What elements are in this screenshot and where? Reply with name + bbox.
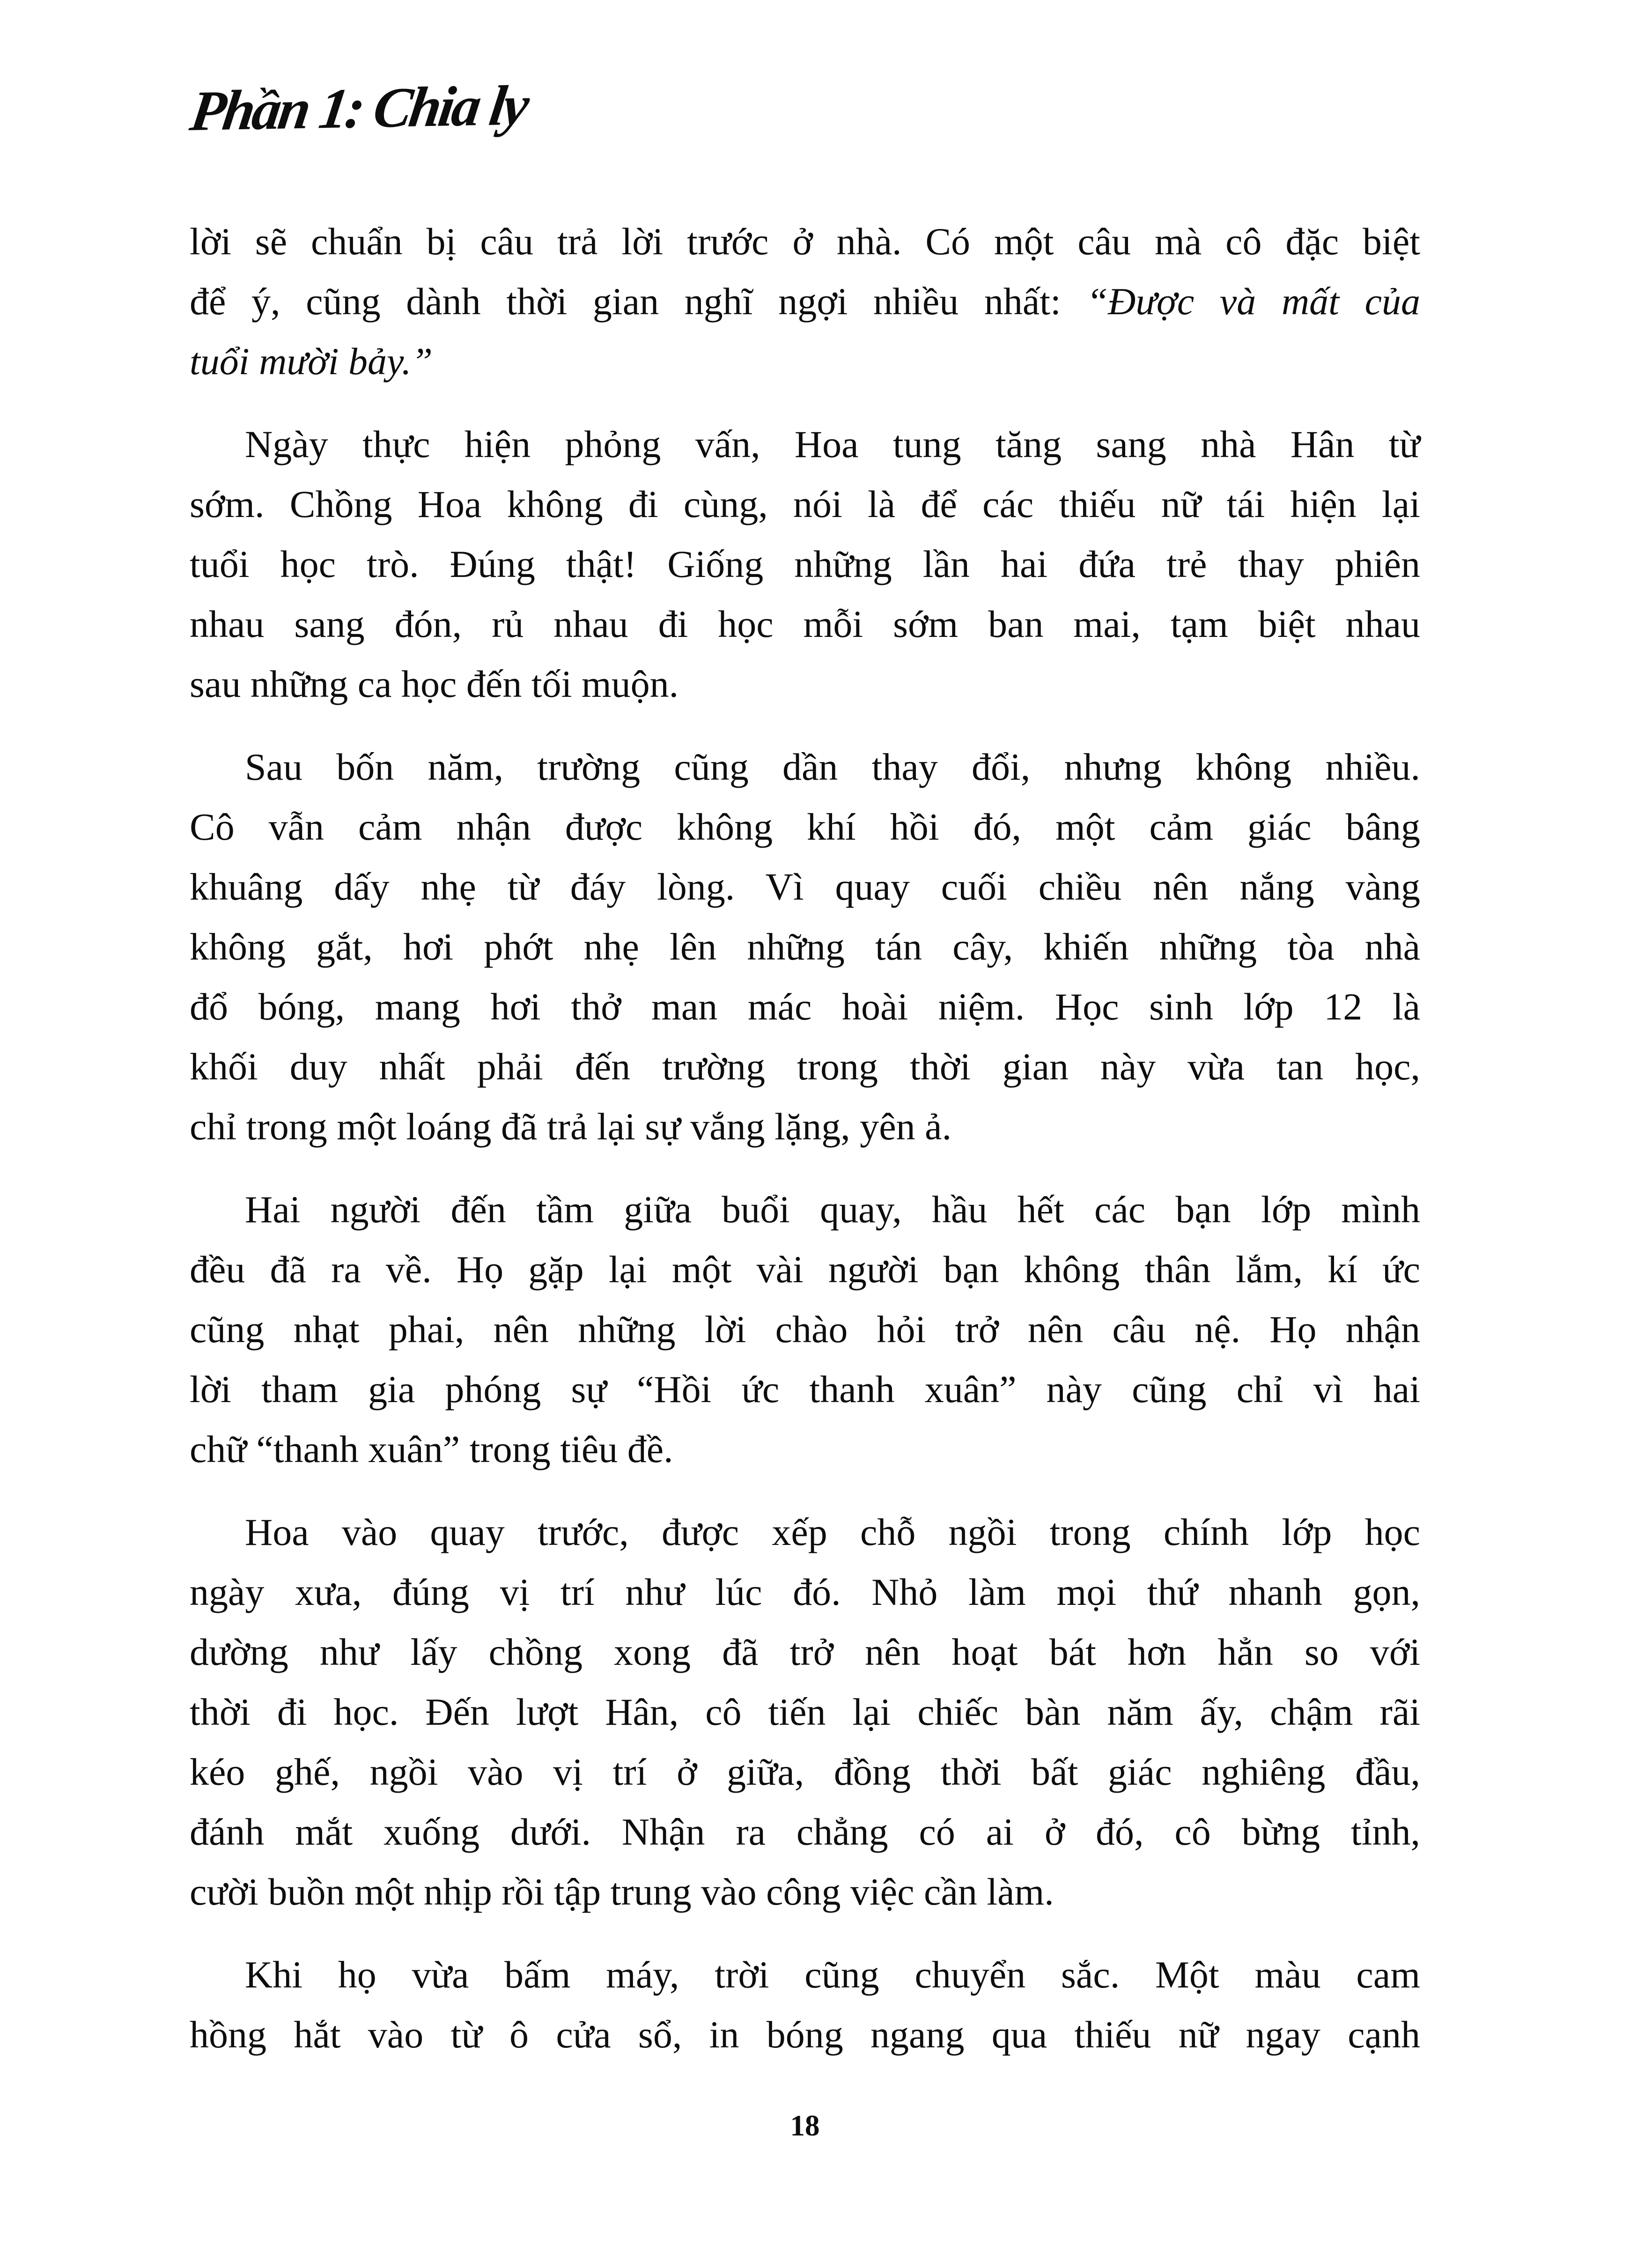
text-segment: thời đi học. Đến lượt Hân, cô tiến lại chiếc bàn năm ấy, chậm rãi (190, 1691, 1420, 1733)
text-line (190, 1180, 1420, 1240)
text-segment: đánh mắt xuống dưới. Nhận ra chẳng có ai ở đó, cô bừng tỉnh, (190, 1810, 1420, 1853)
text-segment: nhau sang đón, rủ nhau đi học mỗi sớm ban mai, tạm biệt nhau (190, 603, 1420, 645)
text-segment: đều đã ra về. Họ gặp lại một vài người bạn không thân lắm, kí ức (190, 1248, 1420, 1291)
text-segment: hồng hắt vào từ ô cửa sổ, in bóng ngang qua thiếu nữ ngay cạnh (190, 2013, 1420, 2056)
text-line (190, 1622, 1420, 1682)
text-line (190, 332, 1420, 392)
text-line (190, 1037, 1420, 1097)
text-segment: Hai người đến tầm giữa buổi quay, hầu hết các bạn lớp mình (245, 1188, 1420, 1231)
paragraph (190, 414, 1420, 714)
text-segment: Ngày thực hiện phỏng vấn, Hoa tung tăng sang nhà Hân từ (245, 423, 1420, 465)
italic-text-segment: “Được và mất của (1086, 280, 1421, 323)
text-segment: kéo ghế, ngồi vào vị trí ở giữa, đồng thời bất giác nghiêng đầu, (190, 1751, 1420, 1793)
text-line (190, 534, 1420, 594)
text-segment: cười buồn một nhịp rồi tập trung vào công việc cần làm. (190, 1870, 1054, 1913)
italic-text-segment: tuổi mười bảy.” (190, 340, 433, 383)
text-line (190, 1862, 1420, 1922)
text-segment: lời sẽ chuẩn bị câu trả lời trước ở nhà. Có một câu mà cô đặc biệt (190, 220, 1420, 263)
text-line (190, 272, 1420, 332)
text-segment: không gắt, hơi phớt nhẹ lên những tán cây, khiến những tòa nhà (190, 925, 1420, 968)
text-segment: khuâng dấy nhẹ từ đáy lòng. Vì quay cuối chiều nên nắng vàng (190, 865, 1420, 908)
text-line (190, 1945, 1420, 2005)
text-line (190, 2005, 1420, 2065)
text-block (190, 212, 1420, 2065)
text-line (190, 737, 1420, 797)
text-line (190, 1359, 1420, 1419)
text-line (190, 212, 1420, 272)
text-segment: dường như lấy chồng xong đã trở nên hoạt bát hơn hẳn so với (190, 1631, 1420, 1673)
text-line (190, 654, 1420, 714)
text-segment: lời tham gia phóng sự “Hồi ức thanh xuân” này cũng chỉ vì hai (190, 1368, 1420, 1411)
chapter-header: Phần 1: Chia ly (186, 74, 531, 143)
text-line (190, 1742, 1420, 1802)
text-line (190, 1802, 1420, 1862)
paragraph (190, 737, 1420, 1157)
text-line (190, 414, 1420, 474)
text-line (190, 1097, 1420, 1157)
text-line (190, 1240, 1420, 1300)
paragraph (190, 212, 1420, 392)
text-segment: cũng nhạt phai, nên những lời chào hỏi trở nên câu nệ. Họ nhận (190, 1308, 1420, 1351)
text-segment: ngày xưa, đúng vị trí như lúc đó. Nhỏ làm mọi thứ nhanh gọn, (190, 1571, 1420, 1613)
text-segment: đổ bóng, mang hơi thở man mác hoài niệm. Học sinh lớp 12 là (190, 985, 1420, 1028)
text-segment: tuổi học trò. Đúng thật! Giống những lần hai đứa trẻ thay phiên (190, 543, 1420, 585)
text-line (190, 917, 1420, 977)
text-line (190, 1682, 1420, 1742)
page-number: 18 (790, 2109, 820, 2142)
text-segment: sớm. Chồng Hoa không đi cùng, nói là để các thiếu nữ tái hiện lại (190, 483, 1420, 525)
text-line (190, 1300, 1420, 1359)
paragraph (190, 1180, 1420, 1479)
paragraph (190, 1945, 1420, 2065)
text-segment: Khi họ vừa bấm máy, trời cũng chuyển sắc. Một màu cam (245, 1953, 1420, 1996)
text-segment: sau những ca học đến tối muộn. (190, 663, 679, 705)
text-segment: khối duy nhất phải đến trường trong thời gian này vừa tan học, (190, 1045, 1420, 1088)
text-line (190, 977, 1420, 1037)
text-line (190, 474, 1420, 534)
text-segment: Hoa vào quay trước, được xếp chỗ ngồi trong chính lớp học (245, 1511, 1420, 1553)
paragraph (190, 1502, 1420, 1922)
text-line (190, 857, 1420, 917)
text-line (190, 797, 1420, 857)
text-segment: Sau bốn năm, trường cũng dần thay đổi, nhưng không nhiều. (245, 746, 1420, 788)
text-segment: chữ “thanh xuân” trong tiêu đề. (190, 1428, 673, 1470)
text-line (190, 1562, 1420, 1622)
text-segment: để ý, cũng dành thời gian nghĩ ngợi nhiều nhất: (190, 280, 1087, 323)
text-line (190, 1502, 1420, 1562)
text-line (190, 594, 1420, 654)
text-line (190, 1419, 1420, 1479)
text-segment: Cô vẫn cảm nhận được không khí hồi đó, một cảm giác bâng (190, 805, 1420, 848)
text-segment: chỉ trong một loáng đã trả lại sự vắng lặng, yên ả. (190, 1105, 952, 1148)
